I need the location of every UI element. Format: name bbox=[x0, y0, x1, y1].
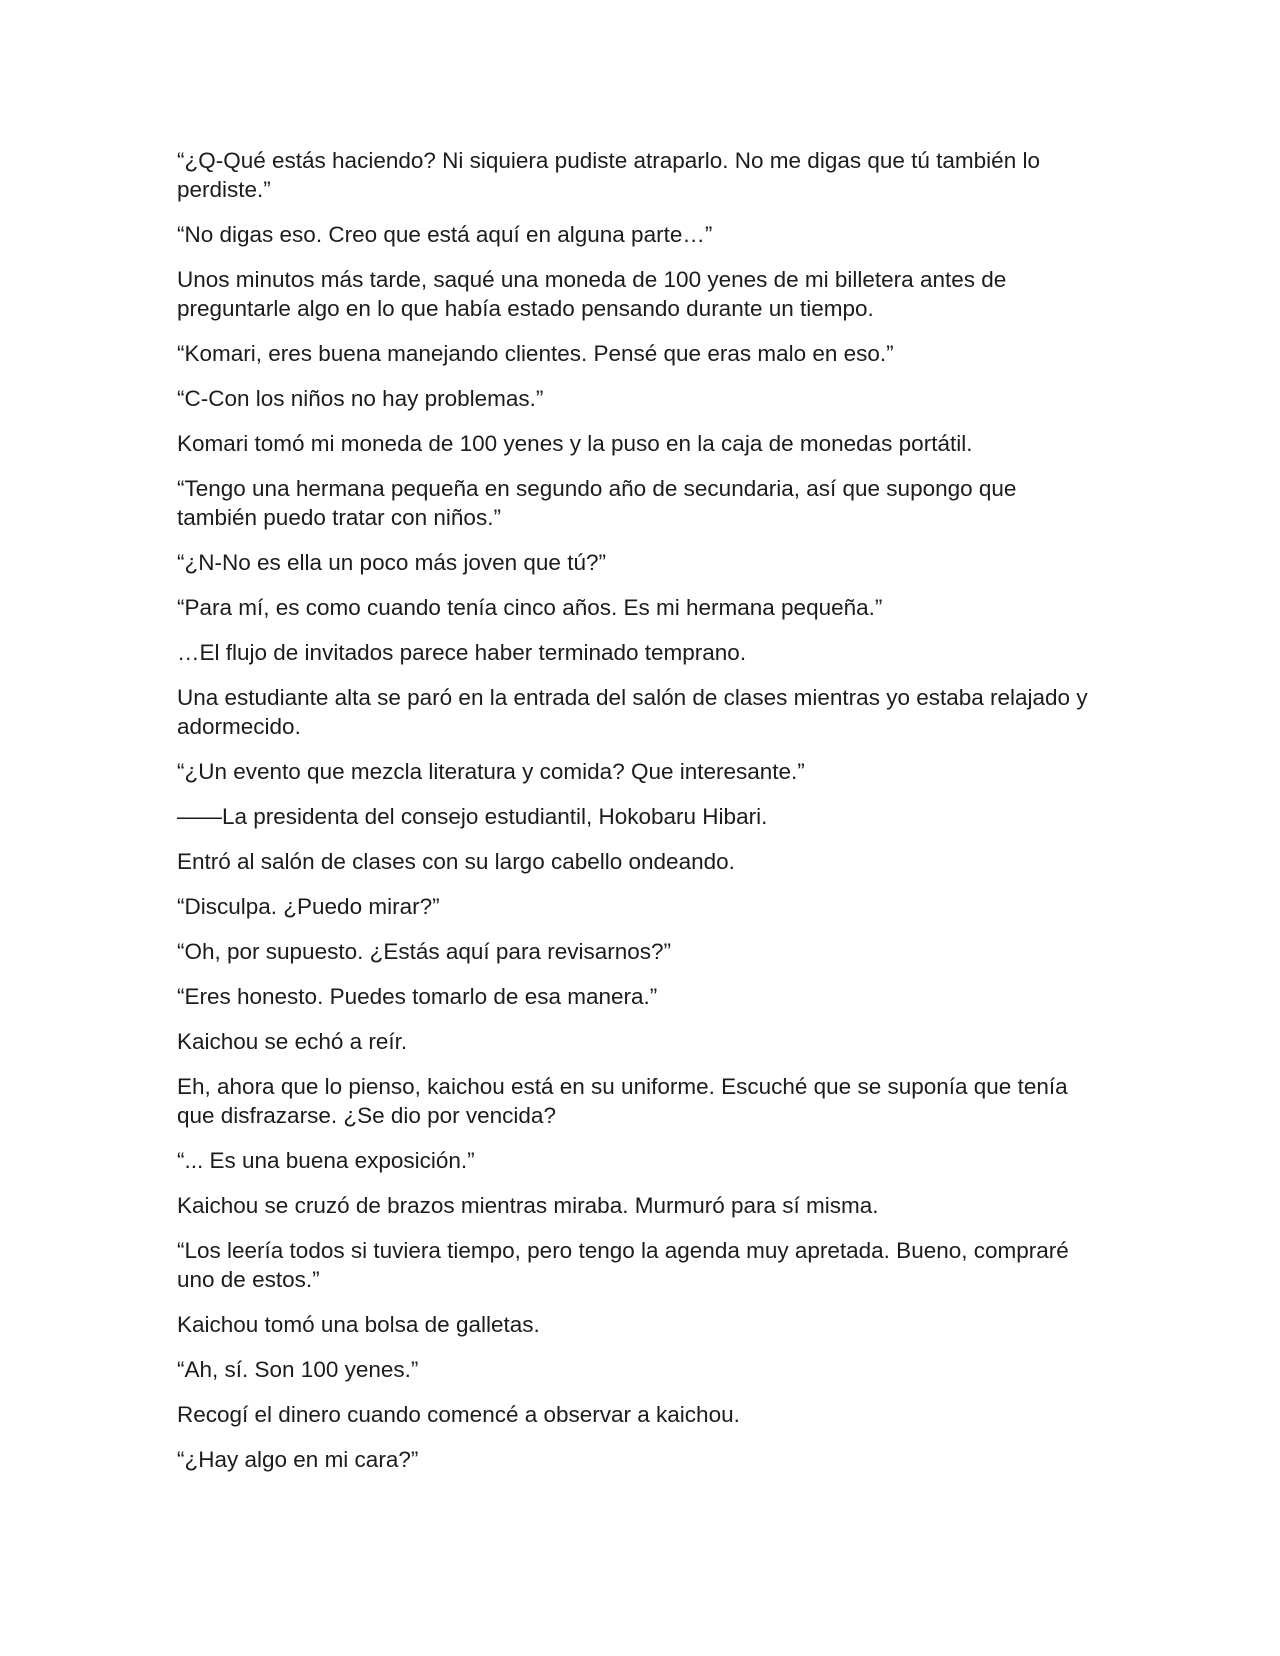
paragraph: Kaichou se echó a reír. bbox=[177, 1029, 408, 1054]
paragraph: ——La presidenta del consejo estudiantil, Hokobaru Hibari. bbox=[177, 804, 768, 829]
paragraph: Unos minutos más tarde, saqué una moneda de 100 yenes de mi billetera antes de preguntarle algo en lo que había estado pensando durante un tiempo. bbox=[177, 267, 1007, 321]
paragraph: “Disculpa. ¿Puedo mirar?” bbox=[177, 894, 440, 919]
paragraph: “Komari, eres buena manejando clientes. Pensé que eras malo en eso.” bbox=[177, 341, 894, 366]
paragraph: Kaichou tomó una bolsa de galletas. bbox=[177, 1312, 540, 1337]
paragraph: “Ah, sí. Son 100 yenes.” bbox=[177, 1357, 419, 1382]
paragraph: Kaichou se cruzó de brazos mientras miraba. Murmuró para sí misma. bbox=[177, 1193, 879, 1218]
paragraph: Eh, ahora que lo pienso, kaichou está en su uniforme. Escuché que se suponía que tenía que disfrazarse. ¿Se dio por vencida? bbox=[177, 1074, 1068, 1128]
paragraph: “Tengo una hermana pequeña en segundo año de secundaria, así que supongo que también puedo tratar con niños.” bbox=[177, 476, 1017, 530]
paragraph: “C-Con los niños no hay problemas.” bbox=[177, 386, 544, 411]
paragraph: “... Es una buena exposición.” bbox=[177, 1148, 475, 1173]
paragraph: “No digas eso. Creo que está aquí en alguna parte…” bbox=[177, 222, 713, 247]
paragraph: “¿Q-Qué estás haciendo? Ni siquiera pudiste atraparlo. No me digas que tú también lo perdiste.” bbox=[177, 148, 1040, 202]
paragraph: “Los leería todos si tuviera tiempo, pero tengo la agenda muy apretada. Bueno, compraré uno de estos.” bbox=[177, 1238, 1069, 1292]
paragraph: …El flujo de invitados parece haber terminado temprano. bbox=[177, 640, 747, 665]
document-body bbox=[177, 146, 1097, 1490]
paragraph: Komari tomó mi moneda de 100 yenes y la puso en la caja de monedas portátil. bbox=[177, 431, 973, 456]
paragraph: “¿Hay algo en mi cara?” bbox=[177, 1447, 419, 1472]
paragraph: “Para mí, es como cuando tenía cinco años. Es mi hermana pequeña.” bbox=[177, 595, 883, 620]
paragraph: “¿N-No es ella un poco más joven que tú?” bbox=[177, 550, 606, 575]
paragraph: Una estudiante alta se paró en la entrada del salón de clases mientras yo estaba relajado y adormecido. bbox=[177, 685, 1088, 739]
paragraph: Entró al salón de clases con su largo cabello ondeando. bbox=[177, 849, 735, 874]
paragraph: “Oh, por supuesto. ¿Estás aquí para revisarnos?” bbox=[177, 939, 671, 964]
paragraph: “¿Un evento que mezcla literatura y comida? Que interesante.” bbox=[177, 759, 805, 784]
paragraph: “Eres honesto. Puedes tomarlo de esa manera.” bbox=[177, 984, 658, 1009]
paragraph: Recogí el dinero cuando comencé a observar a kaichou. bbox=[177, 1402, 740, 1427]
